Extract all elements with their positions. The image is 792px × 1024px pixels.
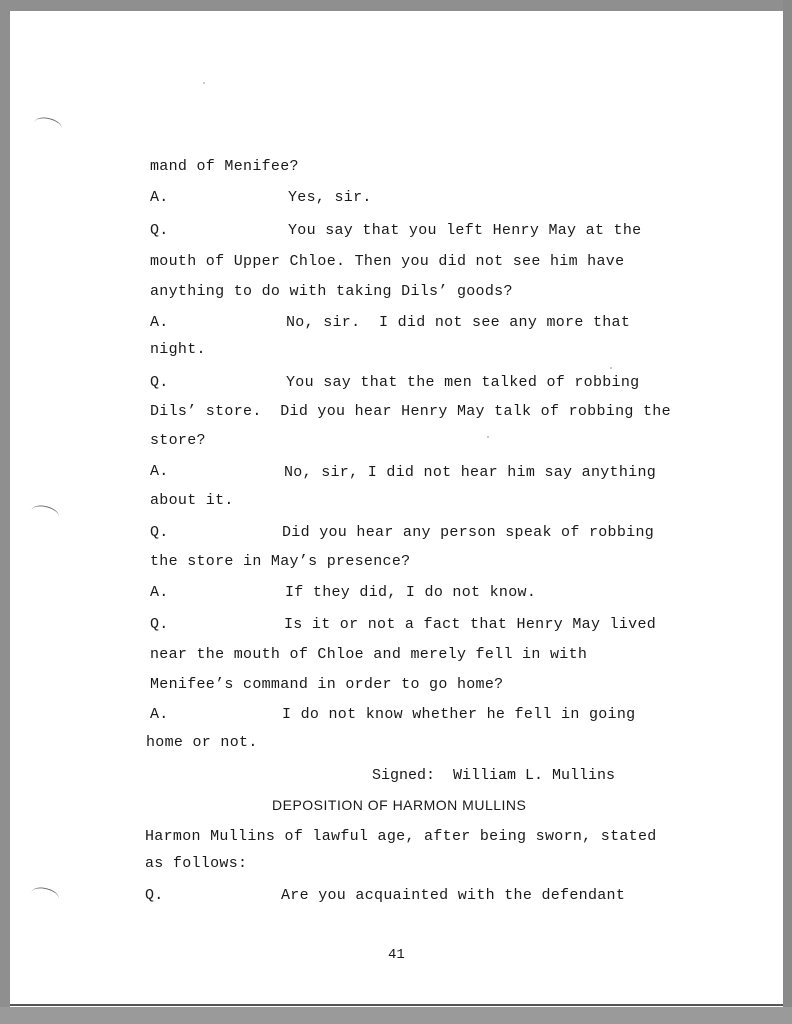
question-text: You say that the men talked of robbing [286,374,640,391]
question-text: Are you acquainted with the defendant [281,887,626,904]
text-line: home or not. [146,734,258,751]
document-page [10,11,783,1007]
answer-text: No, sir. I did not see any more that [286,314,631,331]
answer-text: Yes, sir. [288,189,372,206]
text-line: store? [150,432,206,449]
deposition-heading: DEPOSITION OF HARMON MULLINS [272,797,527,813]
signature-line: Signed: William L. Mullins [372,767,616,784]
text-line: the store in May’s presence? [150,553,411,570]
scan-speck [487,436,489,438]
question-text: You say that you left Henry May at the [288,222,642,239]
text-line: night. [150,341,206,358]
question-text: Did you hear any person speak of robbing [282,524,655,541]
question-label: Q. [150,222,169,239]
text-line: mouth of Upper Chloe. Then you did not see him have [150,253,625,270]
answer-label: A. [150,314,169,331]
answer-label: A. [150,189,169,206]
scan-edge-right [783,0,792,1024]
text-line: about it. [150,492,234,509]
text-line: as follows: [145,855,248,872]
scan-edge-bottom [0,1007,792,1024]
question-label: Q. [150,524,169,541]
text-line: Harmon Mullins of lawful age, after being sworn, stated [145,828,657,845]
text-line: anything to do with taking Dils’ goods? [150,283,513,300]
text-line: Dils’ store. Did you hear Henry May talk of robbing the [150,403,671,420]
text-line: Menifee’s command in order to go home? [150,676,504,693]
question-label: Q. [150,616,169,633]
question-text: Is it or not a fact that Henry May lived [284,616,657,633]
answer-text: I do not know whether he fell in going [282,706,636,723]
page-bottom-edge [10,1004,783,1006]
question-label: Q. [150,374,169,391]
question-label: Q. [145,887,164,904]
scan-speck [203,82,205,84]
scan-speck [610,367,612,369]
text-line: near the mouth of Chloe and merely fell in with [150,646,588,663]
answer-label: A. [150,584,169,601]
text-line: mand of Menifee? [150,158,299,175]
answer-label: A. [150,706,169,723]
page-number: 41 [388,947,405,963]
answer-text: No, sir, I did not hear him say anything [284,464,657,481]
answer-label: A. [150,463,169,480]
answer-text: If they did, I do not know. [285,584,537,601]
